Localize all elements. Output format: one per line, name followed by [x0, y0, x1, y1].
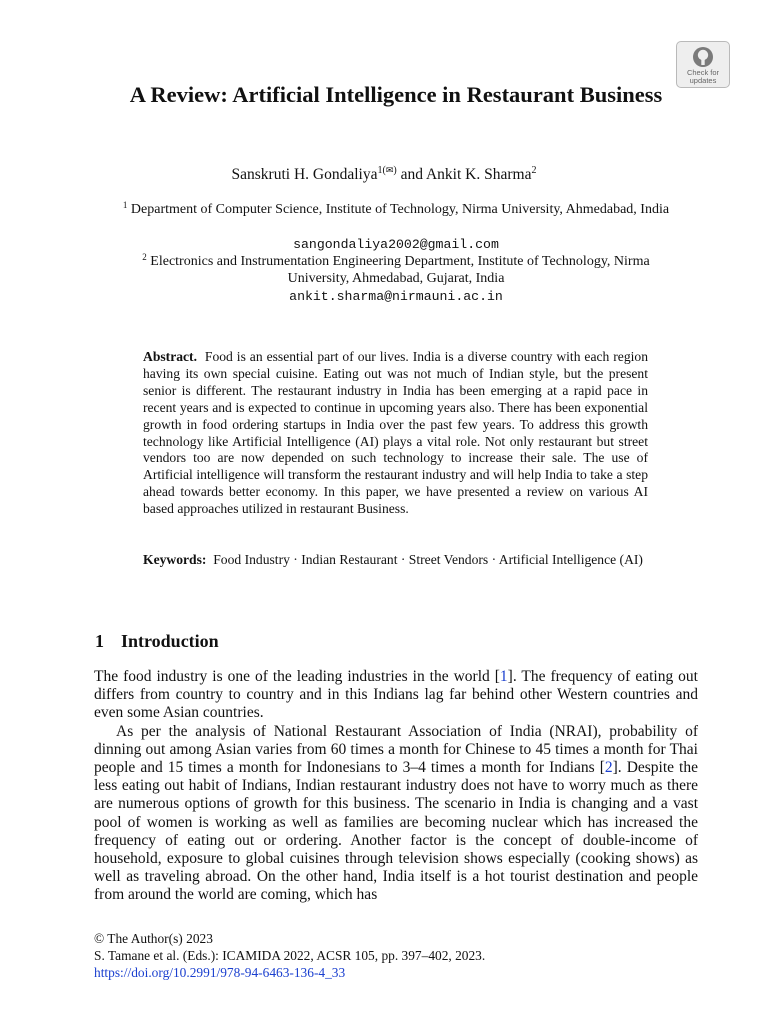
doi-link[interactable]: https://doi.org/10.2991/978-94-6463-136-4_33: [94, 965, 346, 980]
author-2-name: Ankit K. Sharma: [425, 166, 532, 183]
abstract-label: Abstract.: [143, 349, 197, 364]
author-and: and: [396, 166, 426, 183]
abstract-text: Food is an essential part of our lives. India is a diverse country with each region having its own special cuisine. Eating out was not much of Indian style, but the present senior is different. The restaurant industry in India has been emerging at a rapid pace in recent years and is expected to continue in upcoming years also. There has been exponential growth in food ordering startups in India over the past few years. To address this growth technology like Artificial Intelligence (AI) plays a vital role. Not only restaurant but street vendors too are now depended on such technology to increase their sale. The use of Artificial intelligence will transform the restaurant industry and will help India to take a step ahead towards better economy. In this paper, we have presented a review on various AI based approaches utilized in restaurant Business.: [143, 349, 649, 517]
paragraph-1-text-a: The food industry is one of the leading industries in the world [: [94, 668, 500, 685]
affiliation-2: [110, 253, 682, 287]
affiliation-2-text: Electronics and Instrumentation Engineering Department, Institute of Technology, Nirma University, Ahmedabad, Gujarat, India: [150, 254, 650, 286]
paragraph-1-text-b: ]. The frequency of eating out differs from country to country and in this Indians lag far behind other Western countries and even some Asian countries.: [94, 668, 698, 722]
abstract: [143, 349, 648, 518]
author-1-affil-mark: [377, 165, 396, 176]
author-2-affil-mark: 2: [531, 165, 537, 176]
copyright: © The Author(s) 2023: [94, 931, 213, 946]
badge-line1: Check for: [686, 68, 720, 77]
affiliation-2-email[interactable]: ankit.sharma@nirmauni.ac.in: [289, 289, 503, 304]
affiliation-2-number: 2: [142, 252, 147, 262]
author-1-sup-close: ): [393, 165, 397, 176]
citation-info: S. Tamane et al. (Eds.): ICAMIDA 2022, ACSR 105, pp. 397–402, 2023.: [94, 948, 486, 963]
keywords: [143, 552, 648, 569]
paper-title: A Review: Artificial Intelligence in Restaurant Business: [129, 82, 663, 107]
badge-line2: updates: [689, 75, 717, 85]
paragraph-2-text-a: As per the analysis of National Restaurant Association of India (NRAI), probability of dinning out among Asian varies from 60 times a month for Chinese to 45 times a month for Thai people and 15 times a month for Indonesians to 3–4 times a month for Indians [: [94, 722, 698, 777]
citation-2-link[interactable]: 2: [604, 759, 613, 777]
section-heading: [95, 629, 219, 653]
affiliation-1-number: 1: [122, 200, 128, 210]
author-1-name: Sanskruti H. Gondaliya: [231, 166, 378, 183]
keywords-text: Food Industry · Indian Restaurant · Street Vendors · Artificial Intelligence (AI): [213, 552, 643, 567]
paragraph-1: [94, 668, 698, 723]
citation-1-link[interactable]: 1: [499, 668, 508, 685]
author-line: [0, 165, 768, 185]
paragraph-2: [94, 723, 698, 905]
author-1-sup: 1(: [377, 165, 386, 176]
keywords-label: Keywords:: [143, 552, 207, 567]
body-text: [94, 668, 698, 905]
check-updates-icon: [692, 46, 714, 68]
affiliation-1-email[interactable]: sangondaliya2002@gmail.com: [293, 237, 499, 252]
section-number: 1: [95, 631, 104, 651]
section-title: Introduction: [121, 631, 219, 651]
affiliation-1-text: Department of Computer Science, Institute of Technology, Nirma University, Ahmedabad, India: [130, 202, 670, 217]
footer: [94, 930, 698, 981]
paragraph-2-text-b: ]. Despite the less eating out habit of Indians, Indian restaurant industry does not have to worry much as there are numerous options of growth for this business. The scenario in India is changing and a vast pool of women is working as well as families are becoming nuclear which has increased the frequency of eating out or ordering. Another factor is the concept of double-income of household, exposure to global cuisines through television shows especially (cooking shows) as well as traveling abroad. On the other hand, India itself is a hot tourist destination and people from around the world are coming, which has: [94, 759, 698, 904]
envelope-icon: ✉: [385, 166, 394, 176]
affiliation-1: [110, 201, 682, 218]
